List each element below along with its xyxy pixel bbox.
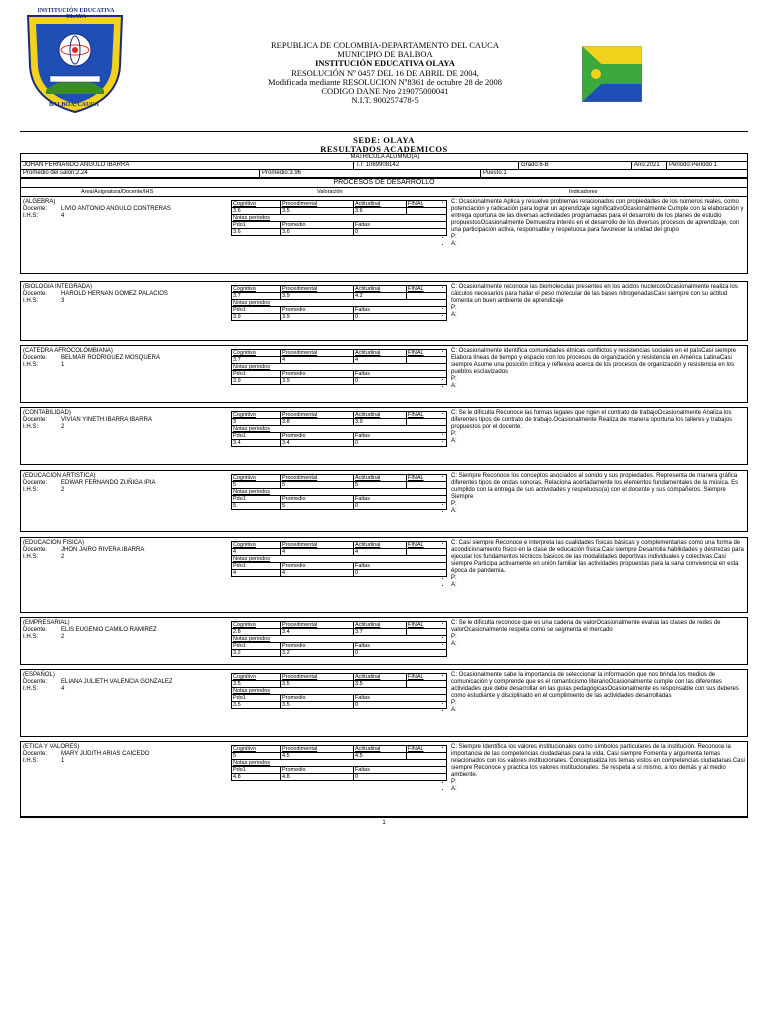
ihs-label: I.H.S: (23, 758, 39, 764)
promedio-label: Promedio (281, 767, 354, 774)
grade-promedio: 3.2 (281, 650, 354, 657)
indicators (439, 672, 745, 714)
final-label: FINAL (407, 201, 447, 208)
actitudinal-label: Actitudinal (354, 412, 407, 419)
header-line-municipality: MUNICIPIO DE BALBOA (337, 49, 433, 60)
grade-pdo1: 3.6 (232, 229, 281, 236)
header-text (220, 41, 550, 105)
grade-actitudinal: 4.5 (354, 753, 407, 760)
municipal-flag (582, 46, 642, 102)
final-label: FINAL (407, 622, 447, 629)
notas-periodos-label: Notas periodos (232, 636, 447, 643)
subject-info (23, 744, 223, 765)
promedio-label: Promedio (281, 371, 354, 378)
teacher-name: EDWAR FERNANDO ZUÑIGA IPIA (61, 480, 156, 486)
pdo1-label: Pdo1 (232, 767, 281, 774)
indicator-cognitivo: • C: Ocasionalmente sabe la importancia de seleccionar la información que nos brinda los medios de comunicación y comprende que es el romanticismo literarioOcasionalmente cumple con las diferentes actividades que debe desarrollar en las guías pedagógicasOcasionalmente es responsable con sus deberes como estudiante y disciplinado en el cumplimiento de las actividades desarrolladas (451, 672, 745, 700)
subject-block (20, 281, 748, 341)
grade-pdo1: 5 (232, 503, 281, 510)
document-header (20, 8, 748, 133)
teacher-name: LIVIO ANTONIO ANGULO CONTRERAS (61, 206, 171, 212)
grade-actitudinal: 3.6 (354, 208, 407, 215)
promedio-label: Promedio (281, 222, 354, 229)
indicator-actitudinal: • A: (451, 508, 745, 515)
grade-pdo1: 3.5 (232, 702, 281, 709)
pdo1-label: Pdo1 (232, 695, 281, 702)
subject-info (23, 284, 223, 305)
grade-actitudinal: 3.7 (354, 629, 407, 636)
grade-actitudinal: 5 (354, 482, 407, 489)
indicator-cognitivo: • C: Se le dificulta reconoce que es una cadena de valorOcasionalmente evalúa las clases de redes de valorOcasionalmente respeta como se segmenta el mercado (451, 620, 745, 634)
grade-cognitivo: 4 (232, 549, 281, 556)
grade-promedio: 3.6 (281, 229, 354, 236)
ihs-label: I.H.S: (23, 554, 39, 560)
subject-info (23, 540, 223, 561)
faltas-label: Faltas (354, 222, 447, 229)
cognitivo-label: Cognitivo (232, 674, 281, 681)
indicator-actitudinal: • A: (451, 383, 745, 390)
grade-pdo1: 3.9 (232, 314, 281, 321)
actitudinal-label: Actitudinal (354, 622, 407, 629)
grade-promedio: 4 (281, 570, 354, 577)
faltas-count: 0 (354, 229, 447, 236)
weekly-hours: 1 (61, 362, 65, 368)
docente-label: Docente: (23, 480, 48, 486)
docente-label: Docente: (23, 291, 48, 297)
grade-promedio: 4.8 (281, 774, 354, 781)
report-titles (20, 136, 748, 154)
grade-promedio: 3.4 (281, 440, 354, 447)
logo-text-top: INSTITUCIÓN EDUCATIVA OLAYA (37, 8, 115, 20)
indicator-procedimental: • P: (451, 501, 745, 508)
final-label: FINAL (407, 674, 447, 681)
subject-area: (EMPRESARIAL) (23, 620, 70, 626)
subject-info (23, 672, 223, 693)
procedimental-label: Procedimental (281, 201, 354, 208)
procedimental-label: Procedimental (281, 350, 354, 357)
subject-block (20, 617, 748, 665)
docente-label: Docente: (23, 417, 48, 423)
pdo1-label: Pdo1 (232, 307, 281, 314)
weekly-hours: 3 (61, 298, 65, 304)
ihs-label: I.H.S: (23, 213, 39, 219)
indicator-cognitivo: • C: Casi siempre Reconoce e interpreta las cualidades físicas básicas y complementarias como una forma de acondicionamiento físico en la clase de educación física.Casi siempre Desarrolla habilidades y destrezas para ejecutar los fundamentos técnicos básicos de las modalidades deportivas individuales y colectivas.Casi siempre Participa activamente en unión familiar las actividades propuestas para la sana convivencia en esta época de pandemia. (451, 540, 745, 575)
final-label: FINAL (407, 746, 447, 753)
docente-label: Docente: (23, 355, 48, 361)
header-line-resolution: RESOLUCIÓN Nº 0457 DEL 16 DE ABRIL DE 2004, (291, 67, 479, 78)
weekly-hours: 2 (61, 634, 65, 640)
indicators (439, 620, 745, 648)
column-headers (20, 188, 748, 196)
grade-cognitivo: 3.5 (232, 681, 281, 688)
grade-pdo1: 4.8 (232, 774, 281, 781)
ihs-label: I.H.S: (23, 298, 39, 304)
actitudinal-label: Actitudinal (354, 674, 407, 681)
header-line-institution: INSTITUCIÓN EDUCATIVA OLAYA (315, 58, 455, 69)
indicator-procedimental: • P: (451, 376, 745, 383)
promedio-label: Promedio (281, 496, 354, 503)
promedio-label: Promedio (281, 643, 354, 650)
grade-actitudinal: 3.5 (354, 681, 407, 688)
pdo1-label: Pdo1 (232, 371, 281, 378)
class-average: Promedio del salon:2.24 (20, 169, 260, 178)
column-indicadores: Indicadores (569, 189, 598, 195)
grade-procedimental: 5 (281, 482, 354, 489)
pdo1-label: Pdo1 (232, 433, 281, 440)
header-divider (20, 131, 748, 132)
indicator-actitudinal: • A: (451, 241, 745, 248)
faltas-label: Faltas (354, 433, 447, 440)
subject-block (20, 537, 748, 613)
grade-cognitivo: 5 (232, 482, 281, 489)
cognitivo-label: Cognitivo (232, 622, 281, 629)
footer-divider (20, 817, 748, 818)
procesos-title: PROCESOS DE DESARROLLO (20, 178, 748, 188)
grade-procedimental: 4 (281, 549, 354, 556)
student-rank: Puesto:1 (480, 169, 748, 178)
header-line-dane: CODIGO DANE Nro 219075000041 (321, 86, 449, 97)
resultados-title: RESULTADOS ACADEMICOS (320, 144, 448, 154)
grade-actitudinal: 4.2 (354, 293, 407, 300)
teacher-name: ELIANA JULIETH VALENCIA GONZALEZ (61, 679, 173, 685)
final-label: FINAL (407, 475, 447, 482)
grade-actitudinal: 4 (354, 357, 407, 364)
indicator-actitudinal: • A: (451, 582, 745, 589)
procedimental-label: Procedimental (281, 746, 354, 753)
procedimental-label: Procedimental (281, 475, 354, 482)
indicator-cognitivo: • C: Ocasionalmente identifica comunidades étnicas conflictos y resistencias sociales en el paísCasi siempre Elabora líneas de tiempo y espacio con los procesos de organización y resistencia en América LatinaCasi siempre Asume una posición crítica y reflexiva acerca de los procesos de organización y resistencia en los pueblos esclavizados (451, 348, 745, 376)
school-period: Periodo:Periodo 1 (666, 161, 748, 170)
grades-table (231, 745, 451, 781)
subject-area: (EDUCACION FISICA) (23, 540, 85, 546)
subject-area: (CATEDRA AFROCOLOMBIANA) (23, 348, 113, 354)
indicator-procedimental: • P: (451, 431, 745, 438)
grades-table (231, 411, 451, 447)
grades-table (231, 673, 451, 709)
final-label: FINAL (407, 542, 447, 549)
sede-title: SEDE: OLAYA (353, 135, 415, 145)
indicator-actitudinal: • A: (451, 786, 745, 793)
indicator-procedimental: • P: (451, 305, 745, 312)
subject-info (23, 348, 223, 369)
indicators (439, 744, 745, 793)
indicator-actitudinal: • A: (451, 438, 745, 445)
grade-cognitivo: 3.7 (232, 293, 281, 300)
indicator-procedimental: • P: (451, 779, 745, 786)
column-area: Area/Asignatura/Docente/IHS (81, 189, 154, 195)
indicator-procedimental: • P: (451, 634, 745, 641)
indicator-procedimental: • P: (451, 575, 745, 582)
faltas-label: Faltas (354, 695, 447, 702)
indicator-actitudinal: • A: (451, 641, 745, 648)
weekly-hours: 4 (61, 686, 65, 692)
cognitivo-label: Cognitivo (232, 350, 281, 357)
subject-area: (EDUCACION ARTISTICA) (23, 473, 96, 479)
actitudinal-label: Actitudinal (354, 542, 407, 549)
teacher-name: VIVIAN YINETH IBARRA IBARRA (61, 417, 152, 423)
subject-info (23, 620, 223, 641)
student-name: JOHAN FERNANDO ANGULO IBARRA (20, 161, 354, 170)
docente-label: Docente: (23, 627, 48, 633)
indicator-cognitivo: • C: Siempre Reconoce los conceptos asociados al sonido y sus propiedades. Representa de manera gráfica diferentes tipos de ondas sonoras. Relaciona acertadamente los elementos fundamentales de la música. Es cumplido con la entrega de sus actividades y respetuoso(a) con el docente y sus compañeros. Siempre Siempre (451, 473, 745, 501)
actitudinal-label: Actitudinal (354, 746, 407, 753)
grades-table (231, 200, 451, 236)
header-line-nit: N.I.T. 900257478-5 (351, 95, 419, 106)
page-number: 1 (382, 820, 386, 826)
faltas-label: Faltas (354, 496, 447, 503)
logo-text-bottom: BALBOA, CAUCA (48, 102, 99, 108)
docente-label: Docente: (23, 679, 48, 685)
indicator-cognitivo: • C: Siempre Identifica los valores institucionales como símbolos particulares de la institución. Reconoce la importancia de las competencias ciudadanas para la vida. Casi siempre Fomenta y argumenta temas relacionados con los valores institucionales. Conceptualiza los temas vistos en competencias ciudadanas.Casi siempre Reconoce y practica los valores institucionales. Se respeta a sí mismo, a los demás y al medio ambiente. (451, 744, 745, 779)
docente-label: Docente: (23, 751, 48, 757)
indicator-actitudinal: • A: (451, 312, 745, 319)
notas-periodos-label: Notas periodos (232, 489, 447, 496)
indicators (439, 284, 745, 319)
teacher-name: ELIS EUGENIO CAMILO RAMIREZ (61, 627, 157, 633)
grade-promedio: 5 (281, 503, 354, 510)
grade-procedimental: 3.5 (281, 208, 354, 215)
procedimental-label: Procedimental (281, 674, 354, 681)
subject-area: (ETICA Y VALORES) (23, 744, 80, 750)
grade-cognitivo: 3.7 (232, 357, 281, 364)
cognitivo-label: Cognitivo (232, 201, 281, 208)
faltas-count: 0 (354, 378, 447, 385)
cognitivo-label: Cognitivo (232, 475, 281, 482)
grades-table (231, 285, 451, 321)
indicator-procedimental: • P: (451, 700, 745, 707)
indicator-actitudinal: • A: (451, 707, 745, 714)
weekly-hours: 2 (61, 487, 65, 493)
docente-label: Docente: (23, 547, 48, 553)
matricula-label: MATRICULA ALUMNO(A) (20, 153, 748, 162)
grade-pdo1: 3.4 (232, 440, 281, 447)
faltas-count: 0 (354, 314, 447, 321)
grade-actitudinal: 3.9 (354, 419, 407, 426)
teacher-name: BELMAR RODRIGUEZ MOSQUERA (61, 355, 161, 361)
grade-procedimental: 3.8 (281, 419, 354, 426)
subject-block (20, 741, 748, 817)
subject-block (20, 669, 748, 737)
indicators (439, 348, 745, 390)
faltas-label: Faltas (354, 767, 447, 774)
procedimental-label: Procedimental (281, 542, 354, 549)
faltas-label: Faltas (354, 307, 447, 314)
grade-procedimental: 4.5 (281, 753, 354, 760)
student-id: T.I: 1069908142 (353, 161, 519, 170)
subject-area: (BIOLOGIA INTEGRADA) (23, 284, 93, 290)
promedio-label: Promedio (281, 695, 354, 702)
pdo1-label: Pdo1 (232, 643, 281, 650)
subject-block (20, 470, 748, 532)
grades-table (231, 621, 451, 657)
cognitivo-label: Cognitivo (232, 286, 281, 293)
school-year: Año:2021 (631, 161, 667, 170)
faltas-count: 0 (354, 774, 447, 781)
weekly-hours: 1 (61, 758, 65, 764)
final-label: FINAL (407, 350, 447, 357)
subject-area: (ESPAÑOL) (23, 672, 55, 678)
notas-periodos-label: Notas periodos (232, 556, 447, 563)
actitudinal-label: Actitudinal (354, 286, 407, 293)
subject-block (20, 407, 748, 465)
promedio-label: Promedio (281, 563, 354, 570)
subject-area: (ALGEBRA) (23, 199, 56, 205)
notas-periodos-label: Notas periodos (232, 688, 447, 695)
indicators (439, 199, 745, 248)
subject-info (23, 410, 223, 431)
grade-procedimental: 4 (281, 357, 354, 364)
indicator-cognitivo: • C: Ocasionalmente Aplica y resuelve problemas relacionados con propiedades de los números reales, como potenciación y radicación para lograr un aprendizaje significativoOcasionalmente Cumple con la elaboración y entrega oportuna de las diversas actividades programadas para el desarrollo de los planes de estudio propuestosOcasionalmente Demuestra interés en el desarrollo de los diversos procesos de aprendizaje, con una participación activa, responsable y respetuosa para favorecer la unidad del grupo (451, 199, 745, 234)
grade-promedio: 3.5 (281, 702, 354, 709)
weekly-hours: 2 (61, 424, 65, 430)
docente-label: Docente: (23, 206, 48, 212)
actitudinal-label: Actitudinal (354, 350, 407, 357)
indicator-procedimental: • P: (451, 234, 745, 241)
ihs-label: I.H.S: (23, 487, 39, 493)
cognitivo-label: Cognitivo (232, 542, 281, 549)
final-label: FINAL (407, 286, 447, 293)
procedimental-label: Procedimental (281, 286, 354, 293)
teacher-name: JHON JAIRO RIVERA IBARRA (61, 547, 145, 553)
indicators (439, 540, 745, 589)
ihs-label: I.H.S: (23, 686, 39, 692)
header-line-country: REPUBLICA DE COLOMBIA-DEPARTAMENTO DEL CAUCA (270, 40, 499, 50)
indicator-cognitivo: • C: Se le dificulta Reconoce las formas legales que rigen el contrato de trabajoOcasionalmente Analiza los diferentes tipos de contrato de trabajo.Ocasionalmente Realiza de manera oportuna los talleres y trabajos propuestos por el docente. (451, 410, 745, 431)
notas-periodos-label: Notas periodos (232, 364, 447, 371)
procedimental-label: Procedimental (281, 412, 354, 419)
grade-pdo1: 4 (232, 570, 281, 577)
grade-procedimental: 3.4 (281, 629, 354, 636)
grade-cognitivo: 2.8 (232, 629, 281, 636)
indicators (439, 473, 745, 515)
notas-periodos-label: Notas periodos (232, 215, 447, 222)
subject-info (23, 473, 223, 494)
weekly-hours: 4 (61, 213, 65, 219)
grade-promedio: 3.9 (281, 314, 354, 321)
header-line-modified: Modificada mediante RESOLUCION Nº8361 de octubre 28 de 2008 (268, 76, 502, 87)
grade-procedimental: 3.9 (281, 293, 354, 300)
grade-cognitivo: 3 (232, 419, 281, 426)
faltas-label: Faltas (354, 371, 447, 378)
cognitivo-label: Cognitivo (232, 746, 281, 753)
promedio-label: Promedio (281, 307, 354, 314)
pdo1-label: Pdo1 (232, 563, 281, 570)
grade-promedio: 3.9 (281, 378, 354, 385)
faltas-count: 0 (354, 570, 447, 577)
faltas-label: Faltas (354, 643, 447, 650)
subject-block (20, 345, 748, 403)
grades-table (231, 541, 451, 577)
ihs-label: I.H.S: (23, 362, 39, 368)
promedio-label: Promedio (281, 433, 354, 440)
grades-table (231, 474, 451, 510)
grade-procedimental: 3.5 (281, 681, 354, 688)
subject-block (20, 196, 748, 274)
subject-info (23, 199, 223, 220)
final-label: FINAL (407, 412, 447, 419)
grade-actitudinal: 4 (354, 549, 407, 556)
column-valoracion: Valoración (317, 189, 343, 195)
weekly-hours: 2 (61, 554, 65, 560)
school-crest-logo (20, 8, 130, 116)
faltas-count: 0 (354, 702, 447, 709)
faltas-count: 0 (354, 650, 447, 657)
ihs-label: I.H.S: (23, 424, 39, 430)
actitudinal-label: Actitudinal (354, 201, 407, 208)
faltas-count: 0 (354, 440, 447, 447)
teacher-name: HAROLD HERNAN GOMEZ PALACIOS (61, 291, 168, 297)
actitudinal-label: Actitudinal (354, 475, 407, 482)
grade-cognitivo: 5 (232, 753, 281, 760)
teacher-name: MARY JUDITH ARIAS CAICEDO (61, 751, 150, 757)
grades-table (231, 349, 451, 385)
subject-area: (CONTABILIDAD) (23, 410, 71, 416)
ihs-label: I.H.S: (23, 634, 39, 640)
indicator-cognitivo: • C: Ocasionalmente reconoce las biomoleculas presentes en los acidos nucleicosOcasionalmente realiza los cálculos necesarios para hallar el peso molecular de las bases nitrogenadasCasi siempre con su actitud fomenta un buen ambiente de aprendizaje (451, 284, 745, 305)
faltas-label: Faltas (354, 563, 447, 570)
grade-pdo1: 3.9 (232, 378, 281, 385)
pdo1-label: Pdo1 (232, 222, 281, 229)
notas-periodos-label: Notas periodos (232, 426, 447, 433)
grade-cognitivo: 3.6 (232, 208, 281, 215)
cognitivo-label: Cognitivo (232, 412, 281, 419)
pdo1-label: Pdo1 (232, 496, 281, 503)
grade-pdo1: 3.2 (232, 650, 281, 657)
student-grade: Grado:8-B (518, 161, 632, 170)
procedimental-label: Procedimental (281, 622, 354, 629)
notas-periodos-label: Notas periodos (232, 300, 447, 307)
student-average: Promedio:3.96 (259, 169, 481, 178)
notas-periodos-label: Notas periodos (232, 760, 447, 767)
faltas-count: 0 (354, 503, 447, 510)
indicators (439, 410, 745, 445)
